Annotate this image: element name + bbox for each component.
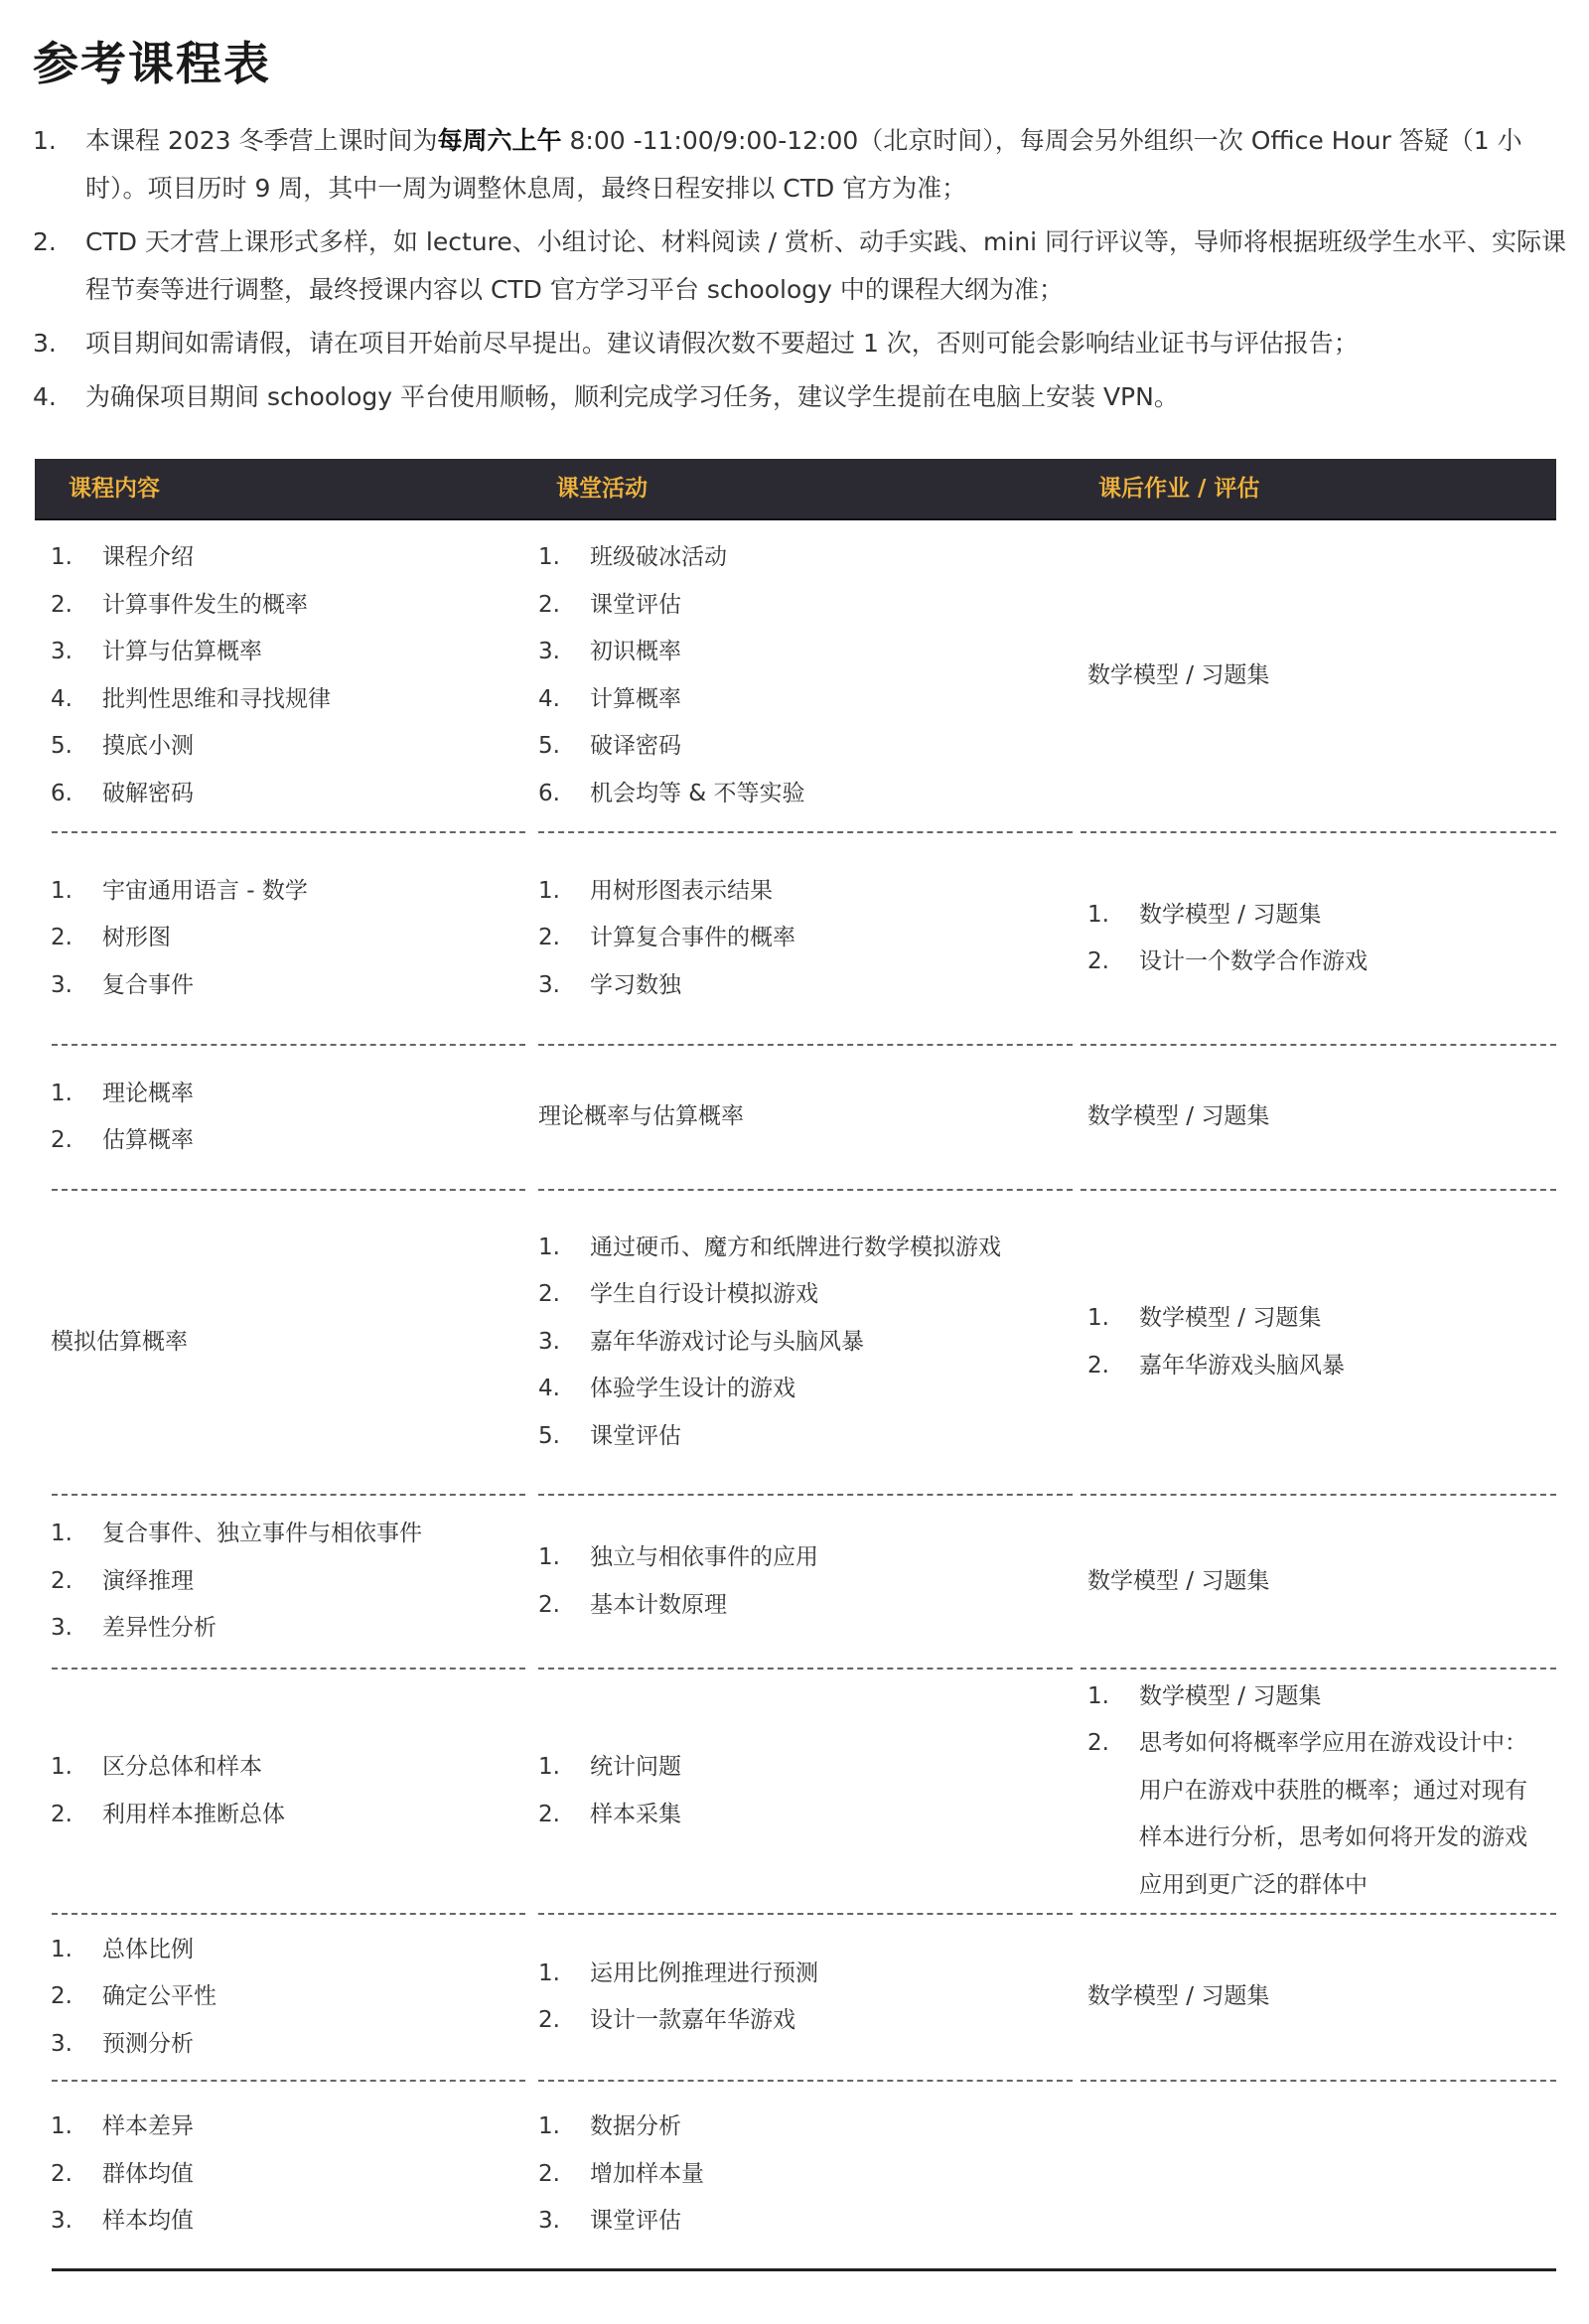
list-text: 破译密码 — [590, 733, 681, 759]
list-number: 5. — [538, 733, 560, 759]
list-item — [538, 1225, 1065, 1272]
note-number: 4. — [33, 382, 57, 411]
list-text: 数学模型 / 习题集 — [1139, 1682, 1322, 1709]
cell-text: 数学模型 / 习题集 — [1087, 1567, 1270, 1594]
list-item — [538, 1271, 1065, 1319]
list-text: 区分总体和样本 — [102, 1754, 262, 1780]
list-text: 总体比例 — [102, 1936, 194, 1962]
list-text: 通过硬币、魔方和纸牌进行数学模拟游戏 — [590, 1234, 1001, 1260]
table-row — [35, 1914, 1556, 2081]
note-item — [33, 320, 1567, 367]
list-text: 批判性思维和寻找规律 — [102, 685, 331, 712]
list-number: 2. — [51, 591, 72, 618]
list-item — [538, 1319, 1065, 1367]
cell-homework — [1087, 832, 1549, 1045]
list-item — [538, 771, 1065, 818]
list-number: 1. — [51, 1936, 72, 1962]
list-item — [1087, 1673, 1549, 1721]
cell-text: 数学模型 / 习题集 — [1087, 1983, 1270, 2010]
page-title: 参考课程表 — [33, 37, 271, 90]
list-item — [51, 1117, 517, 1165]
list-item — [51, 1558, 517, 1606]
list-number: 1. — [538, 544, 560, 570]
list-text: 破解密码 — [102, 780, 194, 806]
list-item — [51, 1927, 517, 1974]
list-text: 演绎推理 — [102, 1567, 194, 1594]
list-text: 机会均等 & 不等实验 — [590, 780, 805, 806]
cell-content — [51, 2081, 517, 2268]
list-text: 差异性分析 — [102, 1615, 217, 1642]
list-number: 3. — [51, 971, 72, 998]
list-text: 思考如何将概率学应用在游戏设计中：用户在游戏中获胜的概率；通过对现有样本进行分析，思考如何将开发的游戏应用到更广泛的群体中 — [1139, 1730, 1527, 1898]
list-text: 宇宙通用语言 - 数学 — [102, 877, 308, 904]
list-item — [1087, 939, 1549, 986]
list-text: 统计问题 — [590, 1754, 681, 1780]
list-number: 1. — [51, 1080, 72, 1106]
list-item — [51, 771, 517, 818]
list-item — [51, 2151, 517, 2199]
list-item — [538, 915, 1065, 962]
list-item — [538, 2198, 1065, 2246]
list-item — [538, 534, 1065, 582]
list-text: 利用样本推断总体 — [102, 1801, 285, 1827]
cell-homework — [1087, 1914, 1549, 2081]
list-item — [538, 582, 1065, 630]
list-item — [51, 629, 517, 676]
list-number: 2. — [51, 1983, 72, 2010]
cell-content — [51, 519, 517, 832]
list-number: 1. — [51, 1521, 72, 1547]
list-number: 4. — [51, 685, 72, 712]
list-item — [538, 1366, 1065, 1413]
list-item — [51, 534, 517, 582]
note-emphasis: 每周六上午 — [437, 126, 562, 155]
list-item — [51, 1605, 517, 1653]
list-number: 4. — [538, 685, 560, 712]
cell-text: 理论概率与估算概率 — [538, 1103, 744, 1130]
list-text: 嘉年华游戏头脑风暴 — [1139, 1352, 1345, 1379]
list-text: 设计一个数学合作游戏 — [1139, 948, 1368, 974]
cell-activity — [538, 1495, 1065, 1669]
list-number: 1. — [1087, 1305, 1109, 1331]
list-number: 1. — [1087, 901, 1109, 928]
list-text: 计算概率 — [590, 685, 681, 712]
list-item — [1087, 1295, 1549, 1343]
list-number: 3. — [538, 1328, 560, 1355]
list-item — [538, 1413, 1065, 1461]
cell-activity — [538, 519, 1065, 832]
cell-content — [51, 1669, 517, 1914]
list-item — [51, 1792, 517, 1839]
list-text: 体验学生设计的游戏 — [590, 1376, 795, 1402]
list-item — [51, 1744, 517, 1792]
cell-homework — [1087, 1669, 1549, 1914]
cell-text: 模拟估算概率 — [51, 1328, 188, 1355]
list-number: 1. — [51, 1754, 72, 1780]
list-number: 1. — [538, 1544, 560, 1570]
table-row — [35, 519, 1556, 832]
list-text: 嘉年华游戏讨论与头脑风暴 — [590, 1328, 864, 1355]
list-item — [538, 676, 1065, 724]
list-number: 1. — [538, 1960, 560, 1986]
list-item — [51, 1511, 517, 1558]
list-item — [51, 723, 517, 771]
list-item — [51, 868, 517, 916]
list-text: 计算复合事件的概率 — [590, 925, 795, 951]
list-number: 2. — [1087, 948, 1109, 974]
list-text: 用树形图表示结果 — [590, 877, 773, 904]
list-number: 1. — [51, 877, 72, 904]
note-text: 本课程 2023 冬季营上课时间为 — [85, 126, 438, 155]
list-item — [1087, 892, 1549, 940]
list-text: 初识概率 — [590, 639, 681, 664]
list-number: 2. — [538, 2160, 560, 2187]
note-number: 3. — [33, 329, 57, 358]
list-item — [538, 723, 1065, 771]
table-header — [35, 459, 1556, 520]
notes-list — [33, 117, 1567, 427]
note-text: 项目期间如需请假，请在项目开始前尽早提出。建议请假次数不要超过 1 次，否则可能会影响结业证书与评估报告； — [85, 329, 1359, 358]
list-text: 数学模型 / 习题集 — [1139, 1305, 1322, 1331]
cell-activity — [538, 832, 1065, 1045]
list-text: 课程介绍 — [102, 544, 194, 570]
header-activity: 课堂活动 — [556, 476, 648, 502]
list-text: 复合事件、独立事件与相依事件 — [102, 1521, 422, 1547]
list-number: 2. — [1087, 1352, 1109, 1379]
list-item — [51, 676, 517, 724]
list-number: 3. — [538, 971, 560, 998]
list-text: 基本计数原理 — [590, 1591, 727, 1618]
list-number: 2. — [51, 2160, 72, 2187]
table-row — [35, 2081, 1556, 2268]
table-row — [35, 1495, 1556, 1669]
list-number: 2. — [51, 925, 72, 951]
list-number: 1. — [51, 544, 72, 570]
list-text: 确定公平性 — [102, 1983, 217, 2010]
list-number: 2. — [51, 1127, 72, 1153]
note-item — [33, 218, 1567, 314]
list-text: 计算与估算概率 — [102, 639, 262, 664]
cell-homework — [1087, 2081, 1549, 2268]
header-content: 课程内容 — [69, 476, 160, 502]
list-item — [51, 962, 517, 1010]
list-text: 预测分析 — [102, 2030, 194, 2057]
note-text: 为确保项目期间 schoology 平台使用顺畅，顺利完成学习任务，建议学生提前在电脑上安装 VPN。 — [85, 382, 1179, 411]
table-bottom-rule — [52, 2268, 1556, 2271]
list-item — [51, 582, 517, 630]
list-number: 3. — [51, 2030, 72, 2057]
list-number: 1. — [538, 1234, 560, 1260]
list-item — [538, 2151, 1065, 2199]
note-number: 1. — [33, 126, 57, 155]
list-text: 估算概率 — [102, 1127, 194, 1153]
cell-activity — [538, 1045, 1065, 1190]
list-number: 2. — [51, 1801, 72, 1827]
list-text: 数据分析 — [590, 2113, 681, 2140]
list-text: 独立与相依事件的应用 — [590, 1544, 818, 1570]
list-number: 3. — [51, 639, 72, 664]
list-number: 1. — [538, 2113, 560, 2140]
list-text: 树形图 — [102, 925, 171, 951]
list-item — [538, 1951, 1065, 1998]
list-number: 2. — [538, 1801, 560, 1827]
list-item — [538, 1534, 1065, 1582]
list-item — [1087, 1343, 1549, 1390]
list-text: 群体均值 — [102, 2160, 194, 2187]
list-number: 5. — [51, 733, 72, 759]
list-number: 3. — [51, 1615, 72, 1642]
list-item — [538, 1744, 1065, 1792]
cell-homework — [1087, 1495, 1549, 1669]
list-item — [538, 962, 1065, 1010]
list-number: 3. — [51, 2208, 72, 2235]
list-text: 课堂评估 — [590, 1422, 681, 1449]
list-item — [538, 2104, 1065, 2151]
cell-content — [51, 1914, 517, 2081]
list-item — [51, 2198, 517, 2246]
cell-homework — [1087, 519, 1549, 832]
note-number: 2. — [33, 227, 57, 256]
cell-activity — [538, 1190, 1065, 1495]
list-number: 2. — [538, 2007, 560, 2033]
list-text: 学习数独 — [590, 971, 681, 998]
cell-content — [51, 1045, 517, 1190]
cell-activity — [538, 2081, 1065, 2268]
list-item — [51, 1973, 517, 2021]
list-item — [538, 868, 1065, 916]
cell-homework — [1087, 1045, 1549, 1190]
table-row — [35, 1669, 1556, 1914]
list-text: 课堂评估 — [590, 2208, 681, 2235]
note-text: CTD 天才营上课形式多样，如 lecture、小组讨论、材料阅读 / 赏析、动手实践、mini 同行评议等，导师将根据班级学生水平、实际课程节奏等进行调整，最终授课内容以 CTD 官方学习平台 schoology 中的课程大纲为准； — [85, 227, 1567, 304]
list-text: 数学模型 / 习题集 — [1139, 901, 1322, 928]
list-number: 2. — [51, 1567, 72, 1594]
note-item — [33, 117, 1567, 213]
list-item — [538, 1997, 1065, 2045]
cell-text: 数学模型 / 习题集 — [1087, 1103, 1270, 1130]
cell-activity — [538, 1914, 1065, 2081]
list-item — [1087, 1720, 1549, 1909]
list-number: 1. — [51, 2113, 72, 2140]
cell-content — [51, 1190, 517, 1495]
list-text: 增加样本量 — [590, 2160, 704, 2187]
cell-homework — [1087, 1190, 1549, 1495]
list-text: 学生自行设计模拟游戏 — [590, 1281, 818, 1308]
cell-activity — [538, 1669, 1065, 1914]
list-number: 6. — [51, 780, 72, 806]
list-item — [538, 1582, 1065, 1630]
cell-text: 数学模型 / 习题集 — [1087, 661, 1270, 688]
list-number: 2. — [538, 591, 560, 618]
list-text: 运用比例推理进行预测 — [590, 1960, 818, 1986]
cell-content — [51, 1495, 517, 1669]
list-text: 课堂评估 — [590, 591, 681, 618]
list-number: 4. — [538, 1376, 560, 1402]
list-item — [51, 1071, 517, 1118]
table-row — [35, 832, 1556, 1045]
table-row — [35, 1045, 1556, 1190]
list-item — [51, 2021, 517, 2069]
list-number: 2. — [538, 925, 560, 951]
list-text: 样本采集 — [590, 1801, 681, 1827]
list-number: 2. — [538, 1281, 560, 1308]
list-number: 6. — [538, 780, 560, 806]
header-homework: 课后作业 / 评估 — [1098, 476, 1260, 502]
list-number: 3. — [538, 639, 560, 664]
list-item — [51, 915, 517, 962]
list-text: 样本均值 — [102, 2208, 194, 2235]
list-number: 1. — [1087, 1682, 1109, 1709]
list-number: 2. — [1087, 1730, 1109, 1757]
list-item — [538, 1792, 1065, 1839]
list-number: 1. — [538, 1754, 560, 1780]
list-text: 班级破冰活动 — [590, 544, 727, 570]
list-text: 样本差异 — [102, 2113, 194, 2140]
list-text: 摸底小测 — [102, 733, 194, 759]
list-item — [538, 629, 1065, 676]
list-item — [51, 2104, 517, 2151]
list-text: 理论概率 — [102, 1080, 194, 1106]
list-number: 2. — [538, 1591, 560, 1618]
list-number: 1. — [538, 877, 560, 904]
note-text: 8:00 -11:00/9:00-12:00（北京时间），每周会另外组织一次 Office Hour 答疑（1 小时）。项目历时 9 周，其中一周为调整休息周，最终日程安排以 CTD 官方为准； — [85, 126, 1522, 203]
list-number: 3. — [538, 2208, 560, 2235]
list-number: 5. — [538, 1422, 560, 1449]
note-item — [33, 373, 1567, 421]
list-text: 设计一款嘉年华游戏 — [590, 2007, 795, 2033]
table-row — [35, 1190, 1556, 1495]
list-text: 计算事件发生的概率 — [102, 591, 308, 618]
cell-content — [51, 832, 517, 1045]
list-text: 复合事件 — [102, 971, 194, 998]
